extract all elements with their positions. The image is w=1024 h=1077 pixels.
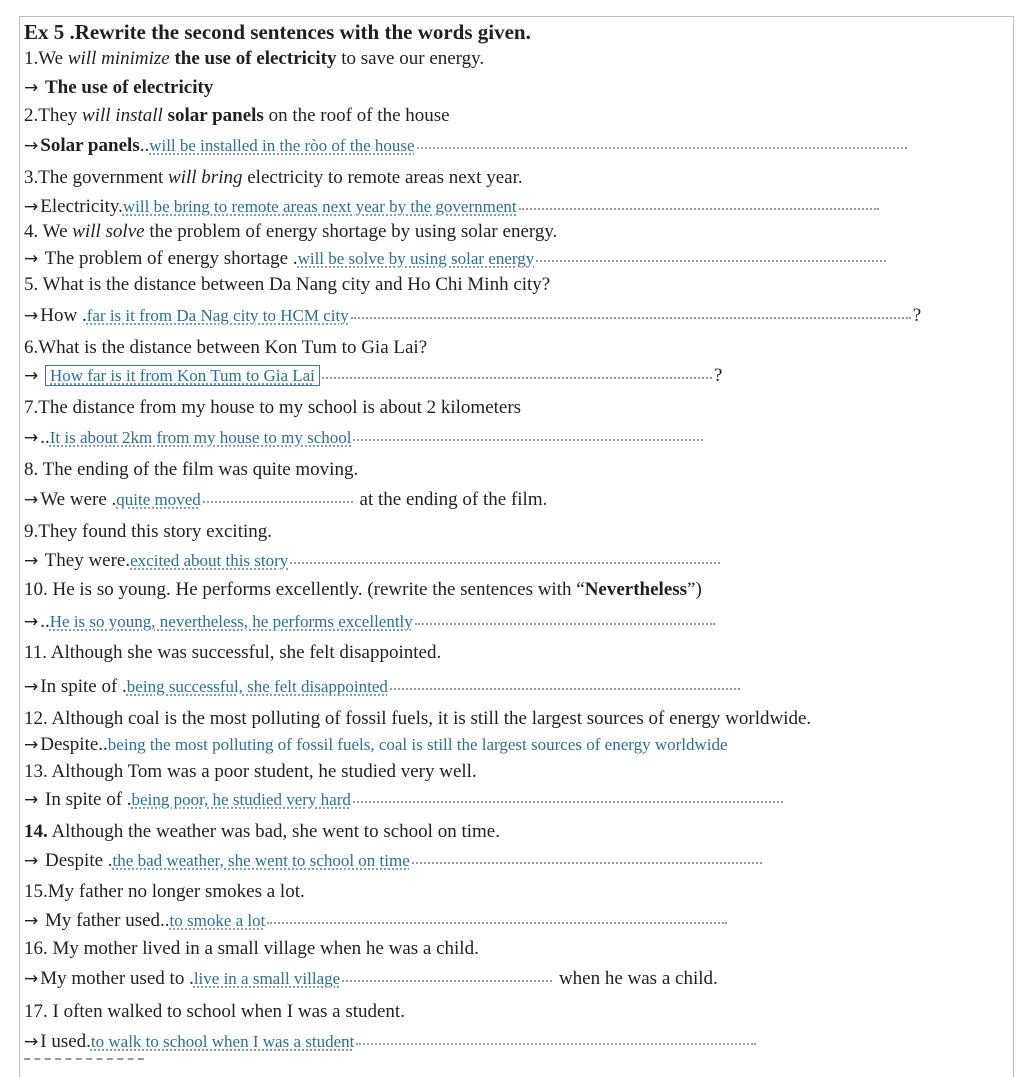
arrow-icon: →	[24, 851, 39, 871]
question-8: 8. The ending of the film was quite moving.	[24, 459, 359, 480]
arrow-icon: →	[24, 249, 39, 269]
answer-7: → ..It is about 2km from my house to my school	[24, 426, 705, 450]
answer-8: → We were .quite moved at the ending of the film.	[24, 489, 548, 510]
arrow-icon: →	[24, 366, 39, 386]
answer-text[interactable]: It is about 2km from my house to my school	[49, 428, 352, 447]
question-13: 13. Although Tom was a poor student, he studied very well.	[24, 761, 477, 782]
question-15: 15.My father no longer smokes a lot.	[24, 881, 305, 902]
arrow-icon: →	[24, 911, 39, 931]
answer-text[interactable]: will be bring to remote areas next year by the government	[122, 197, 517, 216]
question-9: 9.They found this story exciting.	[24, 521, 273, 542]
answer-text[interactable]: being poor, he studied very hard	[131, 790, 351, 809]
arrow-icon: →	[24, 136, 39, 156]
answer-text[interactable]: being successful, she felt disappointed	[126, 677, 388, 696]
arrow-icon: →	[24, 306, 39, 326]
arrow-icon: →	[24, 197, 39, 217]
arrow-icon: →	[24, 735, 39, 755]
answer-14: → Despite .the bad weather, she went to school on time	[24, 849, 764, 873]
answer-text[interactable]: quite moved	[116, 490, 201, 509]
question-3: 3.The government will bring electricity to remote areas next year.	[24, 167, 523, 188]
arrow-icon: →	[24, 78, 39, 98]
arrow-icon: →	[24, 612, 39, 632]
answer-text[interactable]: to smoke a lot	[169, 911, 266, 930]
question-1: 1.We will minimize the use of electricity to save our energy.	[24, 48, 485, 69]
arrow-icon: →	[24, 969, 39, 989]
answer-2: → Solar panels..will be installed in the ròo of the house	[24, 134, 909, 158]
answer-text[interactable]: excited about this story	[130, 551, 289, 570]
exercise-heading: Ex 5 .Rewrite the second sentences with the words given.	[24, 20, 531, 44]
question-7: 7.The distance from my house to my school is about 2 kilometers	[24, 397, 522, 418]
answer-13: → In spite of .being poor, he studied very hard	[24, 788, 785, 812]
question-17: 17. I often walked to school when I was a student.	[24, 1001, 405, 1022]
question-5: 5. What is the distance between Da Nang city and Ho Chi Minh city?	[24, 274, 551, 295]
answer-text[interactable]: the bad weather, she went to school on time	[112, 851, 410, 870]
answer-11: → In spite of .being successful, she felt disappointed	[24, 675, 742, 699]
question-2: 2.They will install solar panels on the roof of the house	[24, 105, 450, 126]
arrow-icon: →	[24, 551, 39, 571]
question-4: 4. We will solve the problem of energy shortage by using solar energy.	[24, 221, 558, 242]
answer-text[interactable]: will be installed in the ròo of the house	[149, 136, 415, 155]
question-11: 11. Although she was successful, she felt disappointed.	[24, 642, 442, 663]
answer-16: → My mother used to .live in a small village when he was a child.	[24, 968, 718, 989]
answer-text-selected[interactable]: How far is it from Kon Tum to Gia Lai	[45, 365, 320, 386]
answer-15: → My father used..to smoke a lot	[24, 909, 729, 933]
answer-text[interactable]: being the most polluting of fossil fuels, coal is still the largest sources of energy worldwide	[107, 735, 728, 754]
question-12: 12. Although coal is the most polluting of fossil fuels, it is still the largest sources of energy worldwide.	[24, 708, 812, 729]
answer-1: → The use of electricity	[24, 77, 214, 98]
arrow-icon: →	[24, 790, 39, 810]
answer-text[interactable]: far is it from Da Nag city to HCM city	[86, 306, 349, 325]
answer-6: → How far is it from Kon Tum to Gia Lai ?	[24, 365, 723, 386]
answer-5: → How .far is it from Da Nag city to HCM city ?	[24, 305, 922, 326]
question-14: 14. Although the weather was bad, she went to school on time.	[24, 821, 500, 842]
answer-text[interactable]: to walk to school when I was a student	[90, 1032, 355, 1051]
answer-9: → They were.excited about this story	[24, 549, 722, 573]
answer-10: → ..He is so young, nevertheless, he performs excellently	[24, 610, 717, 634]
arrow-icon: →	[24, 490, 39, 510]
arrow-icon: →	[24, 1032, 39, 1052]
question-6: 6.What is the distance between Kon Tum to Gia Lai?	[24, 337, 428, 358]
answer-3: → Electricity.will be bring to remote areas next year by the government	[24, 195, 881, 219]
answer-text[interactable]: He is so young, nevertheless, he performs excellently	[49, 612, 413, 631]
arrow-icon: →	[24, 677, 39, 697]
arrow-icon: →	[24, 428, 39, 448]
question-16: 16. My mother lived in a small village when he was a child.	[24, 938, 479, 959]
cut-off-text	[24, 1058, 144, 1068]
question-10: 10. He is so young. He performs excellently. (rewrite the sentences with “Nevertheless”)	[24, 579, 702, 600]
answer-text[interactable]: will be solve by using solar energy	[297, 249, 535, 268]
answer-4: → The problem of energy shortage .will be solve by using solar energy	[24, 247, 888, 271]
answer-12: → Despite..being the most polluting of fossil fuels, coal is still the largest sources of energy worldwide	[24, 734, 728, 755]
answer-text[interactable]: live in a small village	[193, 969, 341, 988]
answer-17: → I used.to walk to school when I was a student	[24, 1030, 758, 1054]
